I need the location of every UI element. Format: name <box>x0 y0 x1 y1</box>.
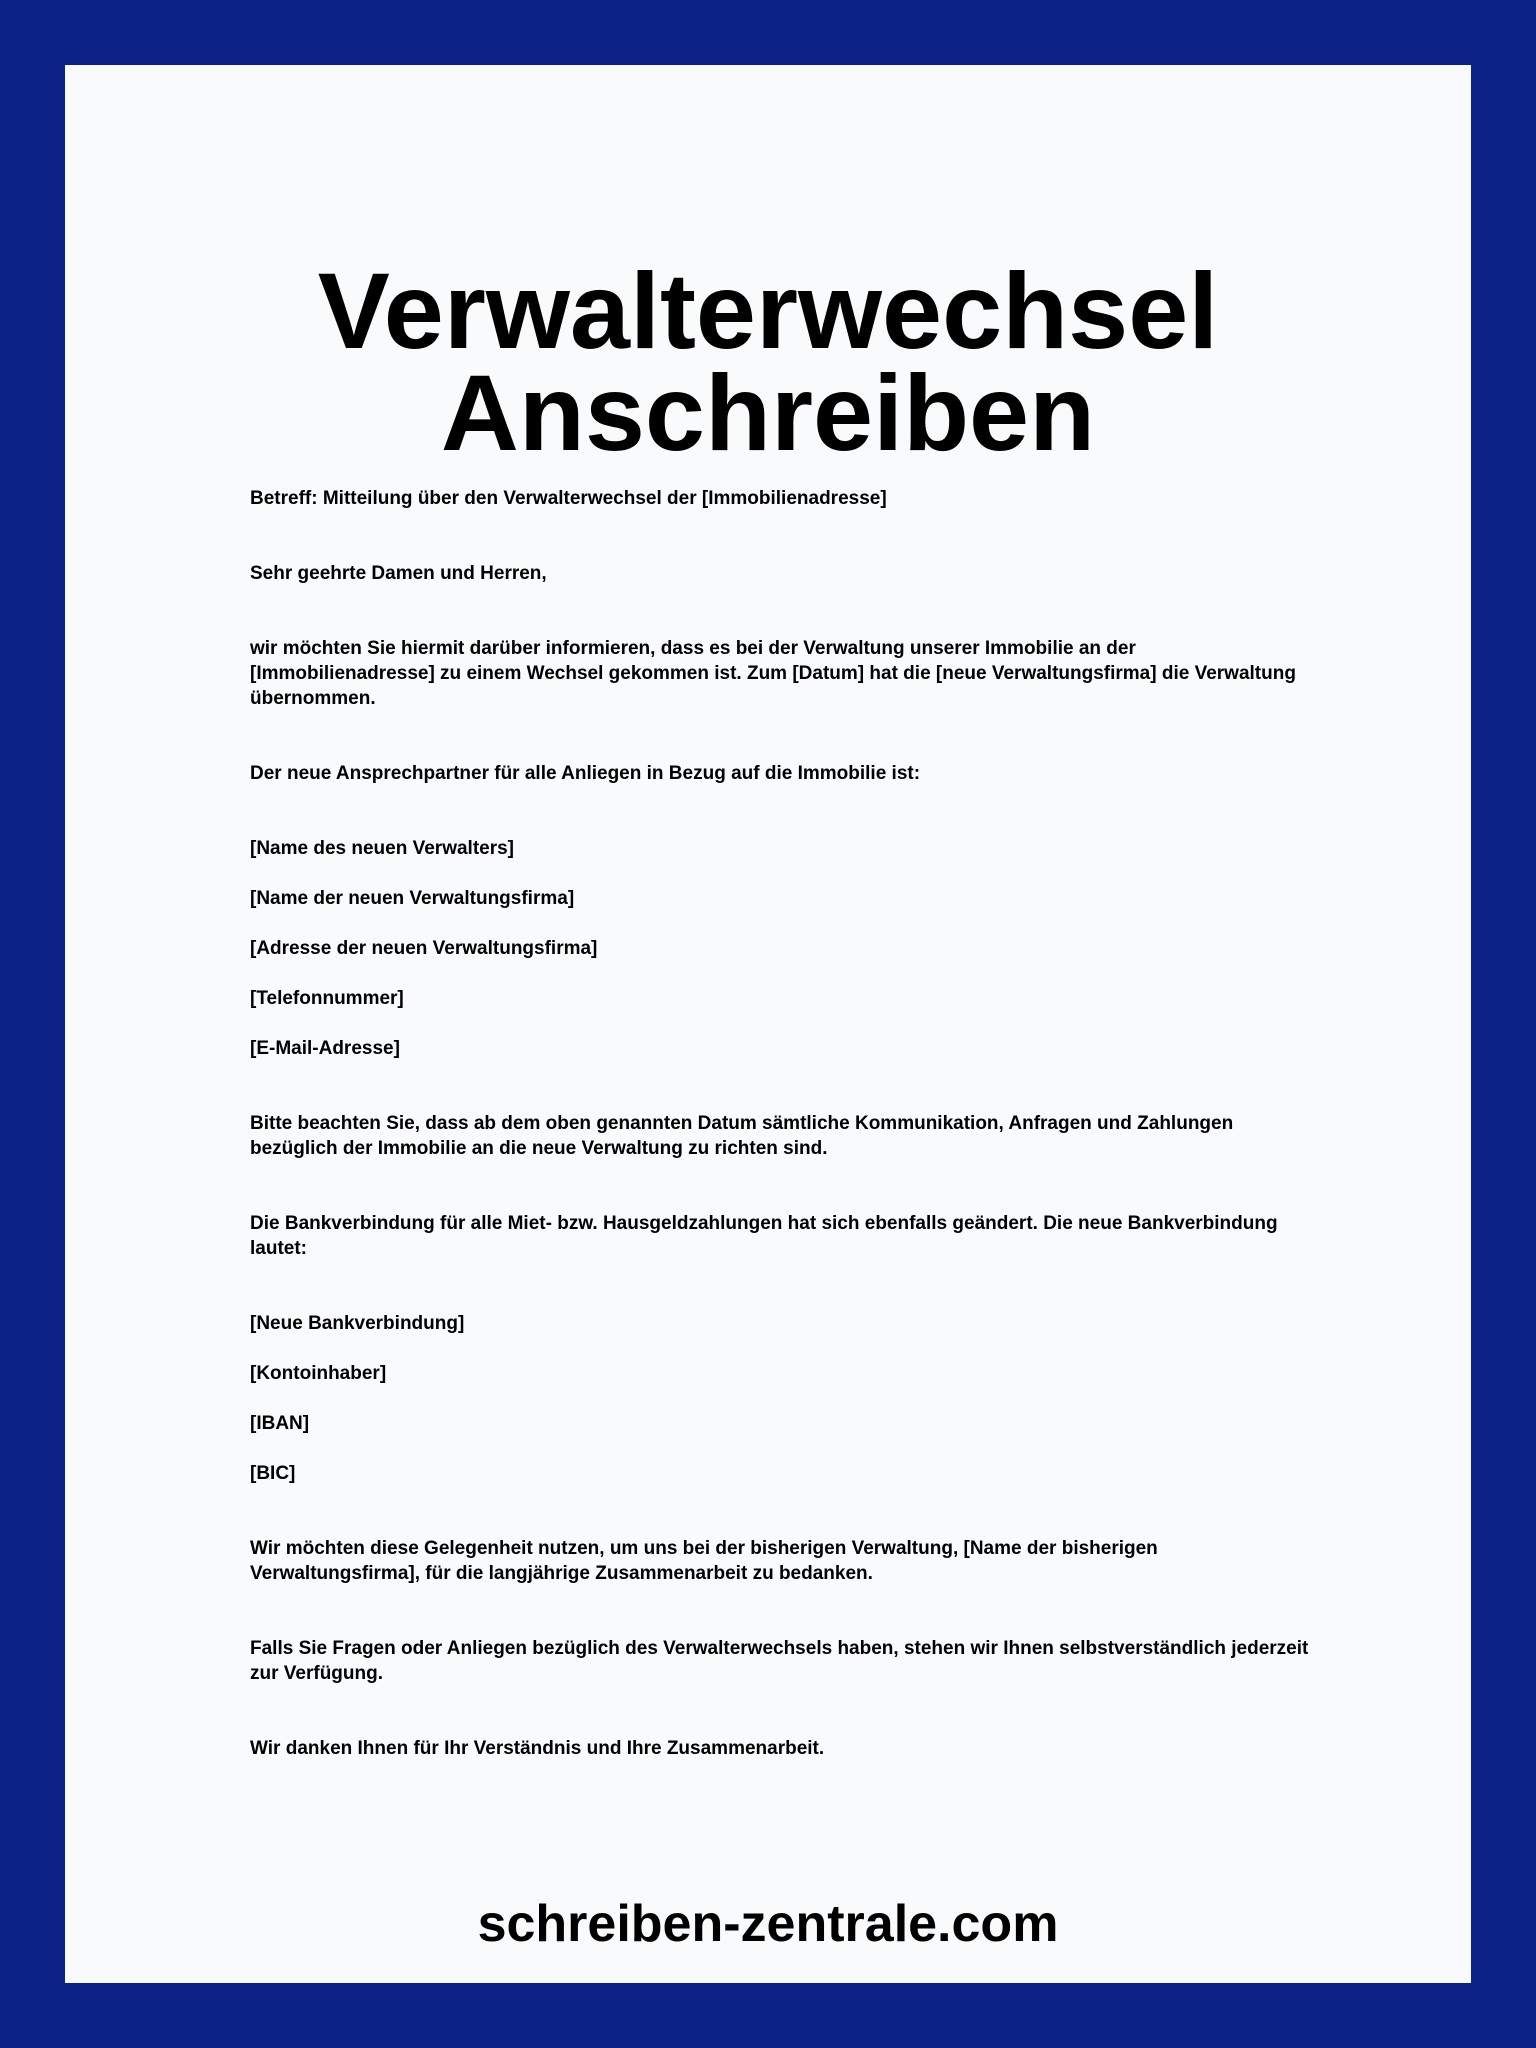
notice-paragraph: Bitte beachten Sie, dass ab dem oben genannten Datum sämtliche Kommunikation, Anfragen und Zahlungen bezüglich der Immobilie an die neue Verwaltung zu richten sind. <box>250 1113 1234 1159</box>
closing-paragraph: Wir danken Ihnen für Ihr Verständnis und Ihre Zusammenarbeit. <box>250 1738 825 1759</box>
contact-line: [Telefonnummer] <box>250 988 404 1009</box>
contact-line: [Name der neuen Verwaltungsfirma] <box>250 888 575 909</box>
thanks-previous-paragraph: Wir möchten diese Gelegenheit nutzen, um uns bei der bisherigen Verwaltung, [Name der bisherigen Verwaltungsfirma], für die langjährige Zusammenarbeit zu bedanken. <box>250 1538 1158 1584</box>
contact-line: [Name des neuen Verwalters] <box>250 838 514 859</box>
letter-page <box>65 65 1471 1983</box>
bank-line: [BIC] <box>250 1463 296 1484</box>
contact-line: [E-Mail-Adresse] <box>250 1038 400 1059</box>
title-line-1: Verwalterwechsel <box>317 250 1219 371</box>
bank-line: [IBAN] <box>250 1413 310 1434</box>
questions-paragraph: Falls Sie Fragen oder Anliegen bezüglich des Verwalterwechsels haben, stehen wir Ihnen selbstverständlich jederzeit zur Verfügung. <box>250 1638 1309 1684</box>
salutation: Sehr geehrte Damen und Herren, <box>250 563 547 584</box>
subject-line: Betreff: Mitteilung über den Verwalterwechsel der [Immobilienadresse] <box>250 488 887 509</box>
title-line-2: Anschreiben <box>440 352 1096 473</box>
contact-line: [Adresse der neuen Verwaltungsfirma] <box>250 938 598 959</box>
page-title <box>65 250 1471 473</box>
intro-paragraph: wir möchten Sie hiermit darüber informieren, dass es bei der Verwaltung unserer Immobilie an der [Immobilienadresse] zu einem Wechsel gekommen ist. Zum [Datum] hat die [neue Verwaltungsfirma] die Verwaltung übernommen. <box>250 638 1296 709</box>
contact-intro: Der neue Ansprechpartner für alle Anliegen in Bezug auf die Immobilie ist: <box>250 763 921 784</box>
bank-line: [Neue Bankverbindung] <box>250 1313 465 1334</box>
footer-site: schreiben-zentrale.com <box>477 1895 1059 1953</box>
bank-line: [Kontoinhaber] <box>250 1363 387 1384</box>
letter-body <box>250 486 1320 1811</box>
bank-intro: Die Bankverbindung für alle Miet- bzw. Hausgeldzahlungen hat sich ebenfalls geändert. Die neue Bankverbindung lautet: <box>250 1213 1278 1259</box>
